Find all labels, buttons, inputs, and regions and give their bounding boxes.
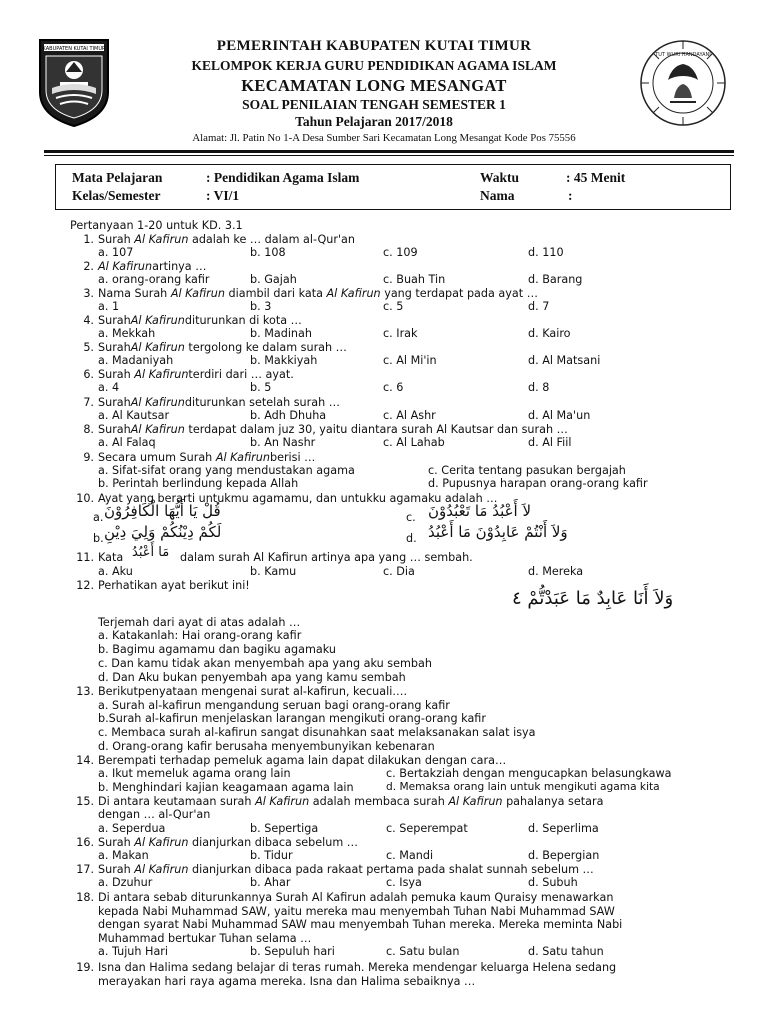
option-b: b. Ahar: [250, 876, 291, 889]
question-text-line1: Di antara sebab diturunkannya Surah Al Kafirun adalah pemuka kaum Quraisy menawarkan: [98, 891, 614, 904]
option-d: d. Al Matsani: [528, 354, 601, 367]
option-d: d. Memaksa orang lain untuk mengikuti agama kita: [386, 781, 660, 793]
question-text: Di antara keutamaan surah Al Kafirun adalah membaca surah Al Kafirun pahalanya setara: [98, 795, 604, 808]
header-exam-title: SOAL PENILAIAN TENGAH SEMESTER 1: [242, 97, 506, 112]
question-number: 4.: [83, 314, 94, 327]
question-text: Perhatikan ayat berikut ini!: [98, 579, 250, 592]
verse-arabic: وَلاَ أَنَا عَابِدٌ مَا عَبَدْتُّمْ ٤: [512, 588, 674, 609]
option-b: b. Adh Dhuha: [250, 409, 327, 422]
option-a: a. Madaniyah: [98, 354, 174, 367]
option-c: c. Cerita tentang pasukan bergajah: [428, 464, 626, 477]
option-c: c. Buah Tin: [383, 273, 446, 286]
question-text: Berikutpenyataan mengenai surat al-kafirun, kecuali….: [98, 685, 408, 698]
header-divider-thin: [44, 155, 734, 156]
option-c: c. Dan kamu tidak akan menyembah apa yang aku sembah: [98, 657, 432, 670]
option-a: a. Katakanlah: Hai orang-orang kafir: [98, 629, 302, 642]
option-b: b.: [93, 532, 104, 545]
question-number: 15.: [76, 795, 94, 808]
question-text-line2: kepada Nabi Muhammad SAW, yaitu mereka mau menyembah Tuhan Nabi Muhammad SAW: [98, 905, 615, 918]
question-text: Surah Al Kafirun dianjurkan dibaca pada rakaat pertama pada shalat sunnah sebelum …: [98, 863, 594, 876]
option-a: a. Aku: [98, 565, 133, 578]
option-a: a. Seperdua: [98, 822, 166, 835]
option-b: b. 3: [250, 300, 272, 313]
question-text: Surah Al Kafirunterdiri dari … ayat.: [98, 368, 294, 381]
option-d: d. Orang-orang kafir berusaha menyembunyikan kebenaran: [98, 740, 435, 753]
option-b: b. Sepuluh hari: [250, 945, 335, 958]
option-d: d. Al Fiil: [528, 436, 572, 449]
question-subtext: Terjemah dari ayat di atas adalah …: [98, 616, 301, 629]
question-text: Surah Al Kafirun dianjurkan dibaca sebelum …: [98, 836, 358, 849]
option-c: c. 6: [383, 381, 404, 394]
header-district: KECAMATAN LONG MESANGAT: [241, 76, 507, 95]
option-c: c. Mandi: [386, 849, 434, 862]
question-number: 14.: [76, 754, 94, 767]
question-text: Secara umum Surah Al Kafirunberisi …: [98, 451, 316, 464]
option-a: a. 1: [98, 300, 120, 313]
class-value: : VI/1: [206, 188, 240, 203]
option-a: a. Mekkah: [98, 327, 156, 340]
header-address: Alamat: Jl. Patin No 1-A Desa Sumber Sari Kecamatan Long Mesangat Kode Pos 75556: [192, 132, 576, 144]
question-number: 11.: [76, 551, 94, 564]
option-c: c. Membaca surah al-kafirun sangat disunahkan saat melaksanakan salat isya: [98, 726, 536, 739]
option-d: d. 8: [528, 381, 550, 394]
option-b: b. Madinah: [250, 327, 312, 340]
subject-value: : Pendidikan Agama Islam: [206, 170, 360, 185]
question-number: 13.: [76, 685, 94, 698]
option-b-arabic: لَكُمْ دِيْنُكُمْ وَلِيَ دِيْنِ: [104, 523, 222, 541]
question-number: 12.: [76, 579, 94, 592]
question-text: Surah Al Kafirun adalah ke … dalam al-Qur'an: [98, 233, 355, 246]
question-number: 9.: [83, 451, 94, 464]
option-d: d. 7: [528, 300, 550, 313]
option-b: b. Menghindari kajian keagamaan agama lain: [98, 781, 354, 794]
question-number: 8.: [83, 423, 94, 436]
option-c: c. Irak: [383, 327, 418, 340]
question-text: Nama Surah Al Kafirun diambil dari kata Al Kafirun yang terdapat pada ayat …: [98, 287, 538, 300]
question-text-end: dalam surah Al Kafirun artinya apa yang … sembah.: [180, 551, 473, 564]
question-number: 3.: [83, 287, 94, 300]
name-value: :: [568, 188, 573, 203]
option-d: d. Subuh: [528, 876, 578, 889]
header-government: PEMERINTAH KABUPATEN KUTAI TIMUR: [216, 38, 532, 54]
option-d: d. Kairo: [528, 327, 571, 340]
option-a: a. orang-orang kafir: [98, 273, 210, 286]
option-c: c. 5: [383, 300, 404, 313]
option-c: c. Al Mi'in: [383, 354, 437, 367]
question-text: SurahAl Kafirun terdapat dalam juz 30, yaitu diantara surah Al Kautsar dan surah …: [98, 423, 568, 436]
question-text-line2: merayakan hari raya agama mereka. Isna dan Halima sebaiknya …: [98, 975, 476, 988]
question-text: Al Kafirunartinya …: [98, 260, 207, 273]
option-b: b. 108: [250, 246, 286, 259]
header-working-group: KELOMPOK KERJA GURU PENDIDIKAN AGAMA ISLAM: [191, 58, 557, 73]
tut-wuri-handayani-logo: [636, 36, 730, 130]
option-d: d. Mereka: [528, 565, 584, 578]
question-number: 7.: [83, 396, 94, 409]
option-d: d. Seperlima: [528, 822, 599, 835]
option-b: b. Perintah berlindung kepada Allah: [98, 477, 299, 490]
question-number: 16.: [76, 836, 94, 849]
option-b: b. Kamu: [250, 565, 297, 578]
option-c: c. Isya: [386, 876, 422, 889]
option-d: d. Barang: [528, 273, 583, 286]
option-a: a. 107: [98, 246, 134, 259]
option-d: d.: [406, 532, 417, 545]
option-a: a. 4: [98, 381, 120, 394]
option-c: c. Dia: [383, 565, 415, 578]
option-b: b. 5: [250, 381, 272, 394]
option-b: b.Surah al-kafirun menjelaskan larangan mengikuti orang-orang kafir: [98, 712, 486, 725]
question-number: 17.: [76, 863, 94, 876]
question-number: 10.: [76, 492, 94, 505]
question-number: 2.: [83, 260, 94, 273]
question-arabic: مَا أَعْبُدُ: [132, 545, 170, 560]
option-d: d. Dan Aku bukan penyembah apa yang kamu sembah: [98, 671, 406, 684]
header-divider-thick: [44, 150, 734, 153]
option-a: a. Makan: [98, 849, 149, 862]
question-text-cont: dengan … al-Qur'an: [98, 808, 211, 821]
question-text-line4: Muhammad bertukar Tuhan selama …: [98, 932, 312, 945]
time-value: : 45 Menit: [566, 170, 626, 185]
option-d: d. 110: [528, 246, 564, 259]
svg-text:KABUPATEN KUTAI TIMUR: KABUPATEN KUTAI TIMUR: [42, 46, 106, 52]
question-text: SurahAl Kafirun tergolong ke dalam surah …: [98, 341, 347, 354]
header-school-year: Tahun Pelajaran 2017/2018: [295, 114, 453, 129]
option-a: a. Sifat-sifat orang yang mendustakan agama: [98, 464, 355, 477]
option-a-arabic: قُلْ يَا أَيُّهَا الْكَافِرُوْنَ: [104, 502, 221, 520]
option-b: b. Gajah: [250, 273, 297, 286]
option-c: c. Al Ashr: [383, 409, 436, 422]
option-d: d. Bepergian: [528, 849, 600, 862]
kutai-timur-crest-logo: [36, 36, 112, 128]
option-c: c. Satu bulan: [386, 945, 460, 958]
option-c-arabic: لاَ أَعْبُدُ مَا تَعْبُدُوْنَ: [428, 502, 532, 520]
option-b: b. Bagimu agamamu dan bagiku agamaku: [98, 643, 336, 656]
question-number: 18.: [76, 891, 94, 904]
option-c: c. Al Lahab: [383, 436, 445, 449]
question-text: Ayat yang berarti untukmu agamamu, dan untukku agamaku adalah …: [98, 492, 498, 505]
option-b: b. Sepertiga: [250, 822, 319, 835]
class-label: Kelas/Semester: [72, 188, 161, 203]
question-number: 6.: [83, 368, 94, 381]
question-text-start: Kata: [98, 551, 124, 564]
question-text-line3: dengan syarat Nabi Muhammad SAW mau menyembah Tuhan mereka. Mereka meminta Nabi: [98, 918, 623, 931]
option-a: a.: [93, 511, 104, 524]
subject-label: Mata Pelajaran: [72, 170, 163, 185]
option-a: a. Dzuhur: [98, 876, 153, 889]
question-text-line1: Isna dan Halima sedang belajar di teras rumah. Mereka mendengar keluarga Helena sedang: [98, 961, 617, 974]
option-a: a. Ikut memeluk agama orang lain: [98, 767, 291, 780]
option-a: a. Tujuh Hari: [98, 945, 169, 958]
question-text: SurahAl Kafirunditurunkan di kota …: [98, 314, 302, 327]
question-number: 1.: [83, 233, 94, 246]
option-c: c. Seperempat: [386, 822, 468, 835]
option-b: b. Makkiyah: [250, 354, 318, 367]
option-d: d. Satu tahun: [528, 945, 604, 958]
option-a: a. Al Kautsar: [98, 409, 170, 422]
option-b: b. An Nashr: [250, 436, 316, 449]
exam-info-box: [55, 164, 731, 210]
option-d: d. Pupusnya harapan orang-orang kafir: [428, 477, 648, 490]
question-number: 19.: [76, 961, 94, 974]
option-b: b. Tidur: [250, 849, 293, 862]
option-d: d. Al Ma'un: [528, 409, 591, 422]
option-c: c. Bertakziah dengan mengucapkan belasungkawa: [386, 767, 672, 780]
option-c: c.: [406, 511, 416, 524]
option-a: a. Al Falaq: [98, 436, 156, 449]
questions-intro: Pertanyaan 1-20 untuk KD. 3.1: [70, 219, 243, 232]
option-d-arabic: وَلاَ أَنْتُمْ عَابِدُوْنَ مَا أَعْبُدُ: [428, 523, 568, 541]
svg-text:TUT WURI HANDAYANI: TUT WURI HANDAYANI: [655, 52, 711, 58]
question-text: SurahAl Kafirunditurunkan setelah surah …: [98, 396, 340, 409]
name-label: Nama: [480, 188, 515, 203]
time-label: Waktu: [480, 170, 520, 185]
question-text: Berempati terhadap pemeluk agama lain dapat dilakukan dengan cara…: [98, 754, 507, 767]
option-a: a. Surah al-kafirun mengandung seruan bagi orang-orang kafir: [98, 699, 450, 712]
question-number: 5.: [83, 341, 94, 354]
option-c: c. 109: [383, 246, 418, 259]
